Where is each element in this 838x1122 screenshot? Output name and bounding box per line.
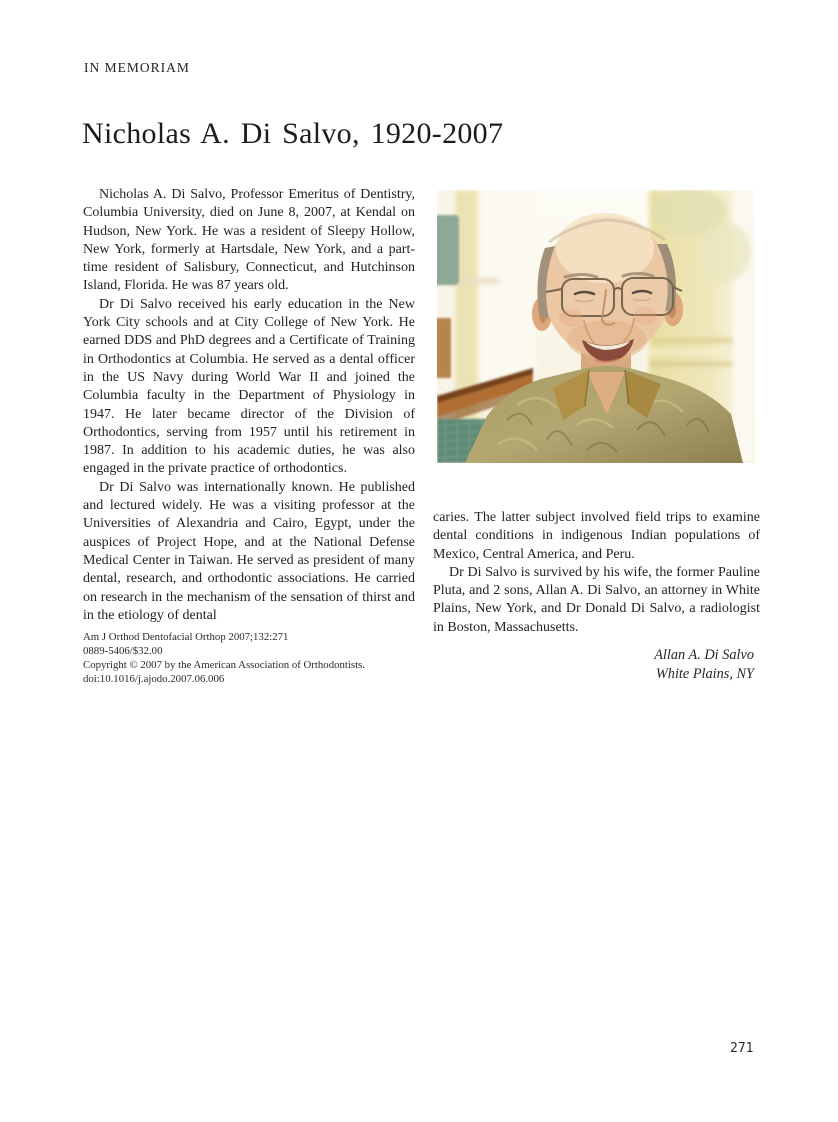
citation-copyright-line: Copyright © 2007 by the American Association of Orthodontists.: [83, 659, 365, 671]
signature-name: Allan A. Di Salvo: [654, 647, 754, 664]
obituary-paragraph-1: Nicholas A. Di Salvo, Professor Emeritus of Dentistry, Columbia University, died on June 8, 2007, at Kendal on Hudson, New York. He was a resident of Sleepy Hollow, New York, formerly at Hartsdale, New York, and a part-time resident of Salisbury, Connecticut, and Hutchinson Island, Florida. He was 87 years old.: [83, 187, 415, 294]
portrait-illustration: [437, 190, 755, 463]
page-title: Nicholas A. Di Salvo, 1920-2007: [82, 117, 504, 150]
survivors-paragraph: Dr Di Salvo is survived by his wife, the former Pauline Pluta, and 2 sons, Allan A. Di Salvo, an attorney in White Plains, New York, and Dr Donald Di Salvo, a radiologist in Boston, Massachusetts.: [433, 564, 760, 635]
obituary-paragraph-3: Dr Di Salvo was internationally known. He published and lectured widely. He was a visiting professor at the Universities of Alexandria and Cairo, Egypt, under the auspices of Project Hope, and at the National Defense Medical Center in Taiwan. He served as president of many dental, research, and orthodontic associations. He carried on research in the mechanism of the sensation of thirst and in the etiology of dental: [83, 479, 415, 623]
signature-block: [433, 646, 760, 684]
citation-journal-line: Am J Orthod Dentofacial Orthop 2007;132:271: [83, 631, 289, 643]
portrait-photo: [437, 190, 755, 463]
continuation-paragraph: caries. The latter subject involved field trips to examine dental conditions in indigenous Indian populations of Mexico, Central America, and Peru.: [433, 510, 760, 562]
page-number: 271: [730, 1041, 754, 1056]
section-label: IN MEMORIAM: [84, 60, 190, 75]
signature-location: White Plains, NY: [655, 666, 754, 683]
cheek-left: [559, 309, 583, 327]
left-column: [83, 186, 415, 625]
cheek-right: [633, 307, 657, 325]
citation-doi-line: doi:10.1016/j.ajodo.2007.06.006: [83, 673, 225, 685]
right-column: [433, 509, 760, 684]
citation-issn-line: 0889-5406/$32.00: [83, 645, 163, 657]
obituary-paragraph-2: Dr Di Salvo received his early education in the New York City schools and at City College of New York. He earned DDS and PhD degrees and a Certificate of Training in Orthodontics at Columbia. He served as a dental officer in the US Navy during World War II and joined the Columbia faculty in the Department of Physiology in 1947. He later became director of the Division of Orthodontics, serving from 1957 until his retirement in 1987. In addition to his academic duties, he was also engaged in the private practice of orthodontics.: [83, 296, 415, 477]
citation-block: [83, 630, 428, 686]
